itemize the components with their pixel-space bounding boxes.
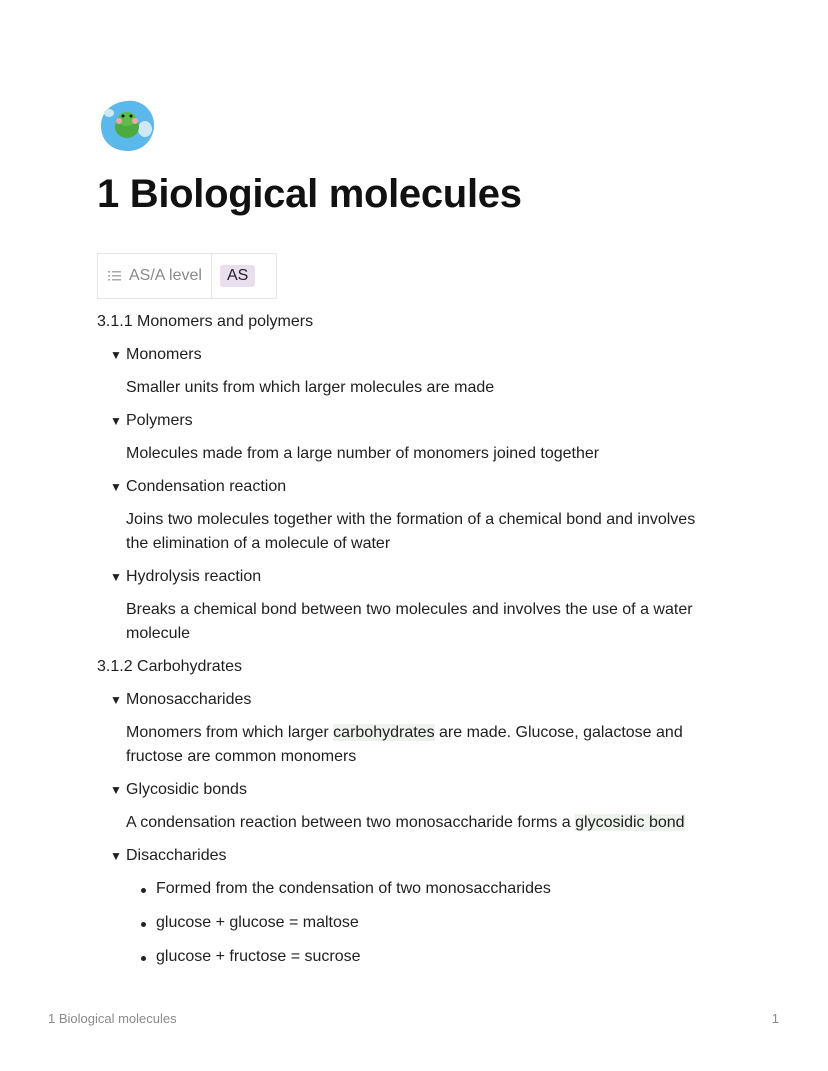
triangle-down-icon: ▼ [110,480,122,494]
toggle-body: Molecules made from a large number of monomers joined together [126,445,600,462]
bullet-item: glucose + glucose = maltose [97,906,717,940]
toggle-monosaccharides[interactable]: ▼ Monosaccharides [97,683,717,716]
page-content [97,305,717,974]
property-row [97,253,277,299]
toggle-body: Monomers from which larger carbohydrates are made. Glucose, galactose and fructose are common monomers [126,724,683,765]
toggle-glycosidic-bonds[interactable]: ▼ Glycosidic bonds [97,773,717,806]
frog-sticker-icon [100,99,155,152]
toggle-body: Breaks a chemical bond between two molecules and involves the use of a water molecule [126,601,693,642]
triangle-down-icon: ▼ [110,849,122,863]
triangle-down-icon: ▼ [110,348,122,362]
toggle-condensation[interactable]: ▼ Condensation reaction [97,470,717,503]
select-tag: AS [220,265,255,287]
triangle-down-icon: ▼ [110,414,122,428]
toggle-body: A condensation reaction between two monosaccharide forms a glycosidic bond [126,814,685,831]
property-value[interactable] [212,254,276,298]
section-heading: 3.1.2 Carbohydrates [97,658,242,675]
footer-title: 1 Biological molecules [48,1011,177,1026]
toggle-disaccharides[interactable]: ▼ Disaccharides [97,839,717,872]
property-name: AS/A level [98,254,212,298]
toggle-body: Joins two molecules together with the formation of a chemical bond and involves the elimination of a molecule of water [126,511,696,552]
bullet-item: Formed from the condensation of two monosaccharides [97,872,717,906]
toggle-hydrolysis[interactable]: ▼ Hydrolysis reaction [97,560,717,593]
triangle-down-icon: ▼ [110,693,122,707]
page-title: 1 Biological molecules [97,172,522,216]
bullet-item: glucose + fructose = sucrose [97,940,717,974]
page-number: 1 [771,1011,779,1026]
triangle-down-icon: ▼ [110,783,122,797]
highlight: carbohydrates [333,724,435,741]
toggle-polymers[interactable]: ▼ Polymers [97,404,717,437]
toggle-monomers[interactable]: ▼ Monomers [97,338,717,371]
list-icon [108,271,121,281]
triangle-down-icon: ▼ [110,570,122,584]
section-heading: 3.1.1 Monomers and polymers [97,313,314,330]
toggle-body: Smaller units from which larger molecules are made [126,379,495,396]
highlight: glycosidic bond [575,814,685,831]
